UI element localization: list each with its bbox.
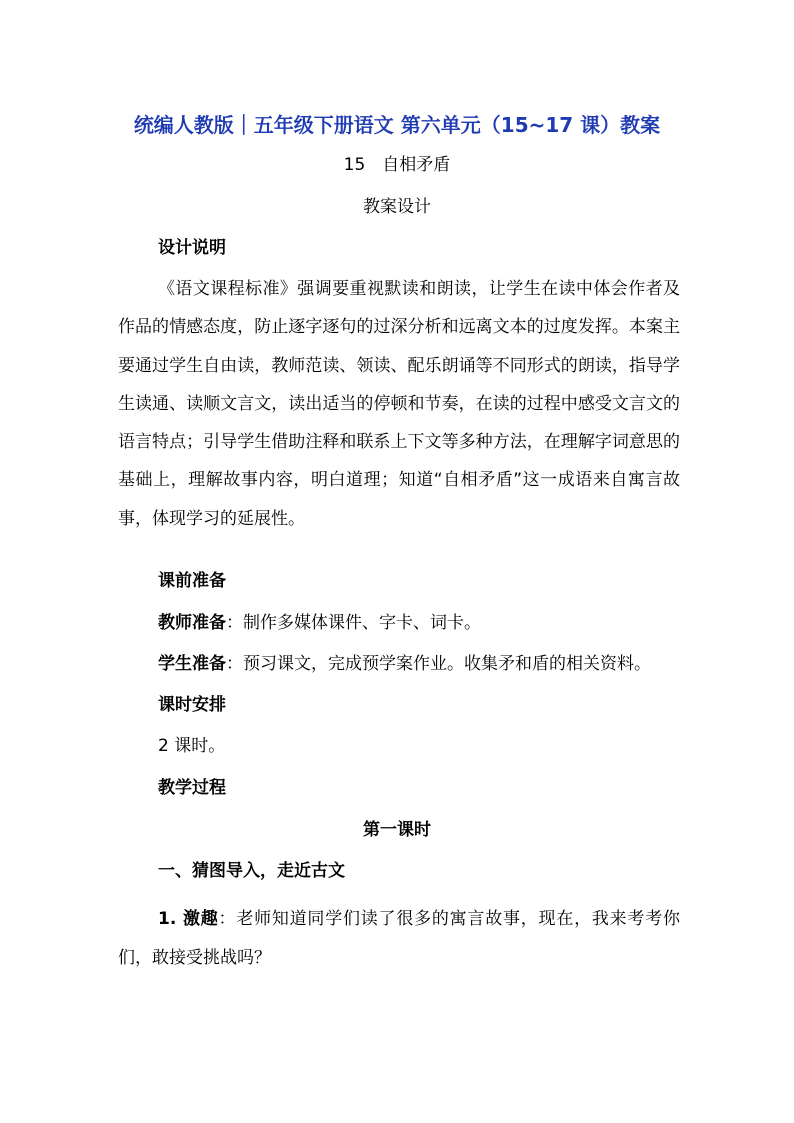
step1-heading: 一、猜图导入，走近古文: [158, 861, 345, 881]
design-note-paragraph: 《语文课程标准》强调要重视默读和朗读，让学生在读中体会作者及作品的情感态度，防止逐字逐句的过深分析和远离文本的过度发挥。本案主要通过学生自由读，教师范读、领读、配乐朗诵等不同形式的朗读，指导学生读通、读顺文言文，读出适当的停顿和节奏，在读的过程中感受文言文的语言特点；引导学生借助注释和联系上下文等多种方法，在理解字词意思的基础上，理解故事内容，明白道理；知道“自相矛盾”这一成语来自寓言故事，体现学习的延展性。: [118, 279, 680, 529]
lesson-title: 15 自相矛盾: [343, 155, 451, 175]
step1-item-text: ：老师知道同学们读了很多的寓言故事，现在，我来考考你们，敢接受挑战吗？: [118, 909, 680, 968]
document-title: 统编人教版｜五年级下册语文 第六单元（15~17 课）教案: [133, 113, 661, 137]
schedule-text: 2 课时。: [158, 736, 226, 756]
section-title: 教案设计: [363, 197, 431, 217]
step1-item-label: 1. 激趣: [158, 909, 219, 929]
teacher-prep-line: [158, 610, 481, 636]
schedule-heading: 课时安排: [158, 695, 226, 715]
design-note-heading: 设计说明: [158, 238, 226, 258]
teacher-prep-text: ：制作多媒体课件、字卡、词卡。: [226, 613, 481, 633]
first-period-title: 第一课时: [363, 820, 431, 840]
student-prep-label: 学生准备: [158, 654, 226, 674]
student-prep-text: ：预习课文，完成预学案作业。收集矛和盾的相关资料。: [226, 654, 651, 674]
step1-item: [118, 900, 680, 978]
prep-heading: 课前准备: [158, 571, 226, 591]
student-prep-line: [158, 651, 651, 677]
teacher-prep-label: 教师准备: [158, 613, 226, 633]
process-heading: 教学过程: [158, 778, 226, 798]
